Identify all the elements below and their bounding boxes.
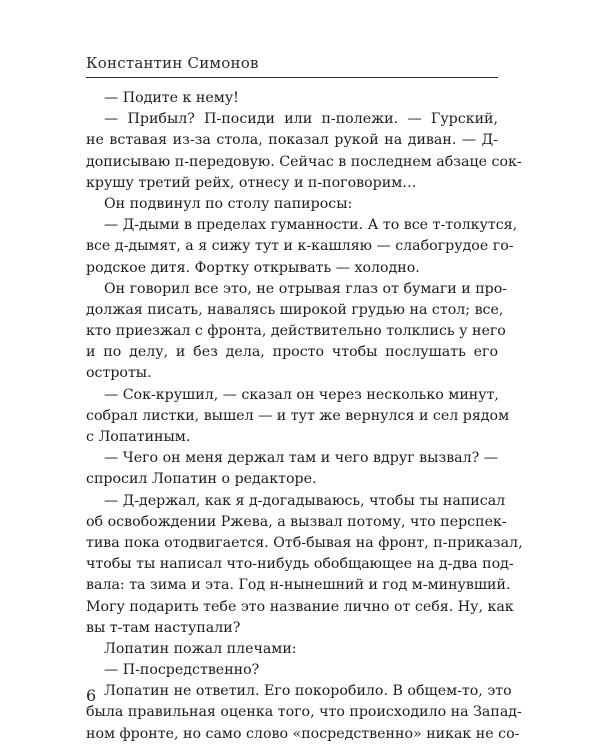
text-line: — Д-дыми в пределах гуманности. А то все т-толкутся, xyxy=(104,217,518,234)
text-line: — П-посредственно? xyxy=(104,662,260,679)
text-line: вала: та зима и эта. Год н-нынешний и год м-минувший. xyxy=(86,577,511,594)
text-line: Лопатин пожал плечами: xyxy=(104,640,297,657)
text-line: вы т-там наступали? xyxy=(86,619,241,636)
text-line: остроты. xyxy=(86,365,152,382)
text-line: об освобождении Ржева, а вызвал потому, что перспек- xyxy=(86,513,507,530)
text-line: чтобы ты написал что-нибудь обобщающее на д-два под- xyxy=(86,556,514,573)
text-line: Могу подарить тебе это название лично от себя. Ну, как xyxy=(86,598,514,615)
text-line: все д-дымят, а я сижу тут и к-кашляю — слабогрудое го- xyxy=(86,238,514,255)
text-line: родское дитя. Фортку открывать — холодно. xyxy=(86,259,420,276)
text-line: Он подвинул по столу папиросы: xyxy=(104,195,353,212)
text-line: ном фронте, но само слово «посредственно» никак не со- xyxy=(86,725,520,742)
text-line: собрал листки, вышел — и тут же вернулся и сел рядом xyxy=(86,407,510,424)
text-line: дописываю п-передовую. Сейчас в последнем абзаце сок- xyxy=(86,153,522,170)
text-line: — Сок-крушил, — сказал он через несколько минут, xyxy=(104,386,499,403)
text-line: и по делу, и без дела, просто чтобы послушать его xyxy=(86,344,498,361)
text-line: кто приезжал с фронта, действительно толклись у него xyxy=(86,323,506,340)
page-number: 6 xyxy=(86,686,97,705)
text-line: — Прибыл? П-посиди или п-полежи. — Гурский, xyxy=(104,111,498,128)
text-line: была правильная оценка того, что происходило на Запад- xyxy=(86,704,522,721)
text-line: крушу третий рейх, отнесу и п-поговорим… xyxy=(86,174,417,191)
body-text xyxy=(86,88,523,745)
text-line: не вставая из-за стола, показал рукой на диван. — Д- xyxy=(86,132,498,149)
text-line: — Д-держал, как я д-догадываюсь, чтобы ты написал xyxy=(104,492,506,509)
header-rule xyxy=(86,77,498,78)
text-line: — Подите к нему! xyxy=(104,90,239,106)
text-line: тива пока отодвигается. Отб-бывая на фронт, п-приказал, xyxy=(86,534,523,551)
text-line: должая писать, навалясь широкой грудью на стол; все, xyxy=(86,301,504,318)
text-line: Он говорил все это, не отрывая глаз от бумаги и про- xyxy=(104,280,508,297)
text-line: с Лопатиным. xyxy=(86,429,191,445)
text-line: Лопатин не ответил. Его покоробило. В общем-то, это xyxy=(104,683,512,700)
running-header-author: Константин Симонов xyxy=(86,54,259,72)
text-line: — Чего он меня держал там и чего вдруг вызвал? — xyxy=(104,450,498,467)
text-line: спросил Лопатин о редакторе. xyxy=(86,471,317,488)
